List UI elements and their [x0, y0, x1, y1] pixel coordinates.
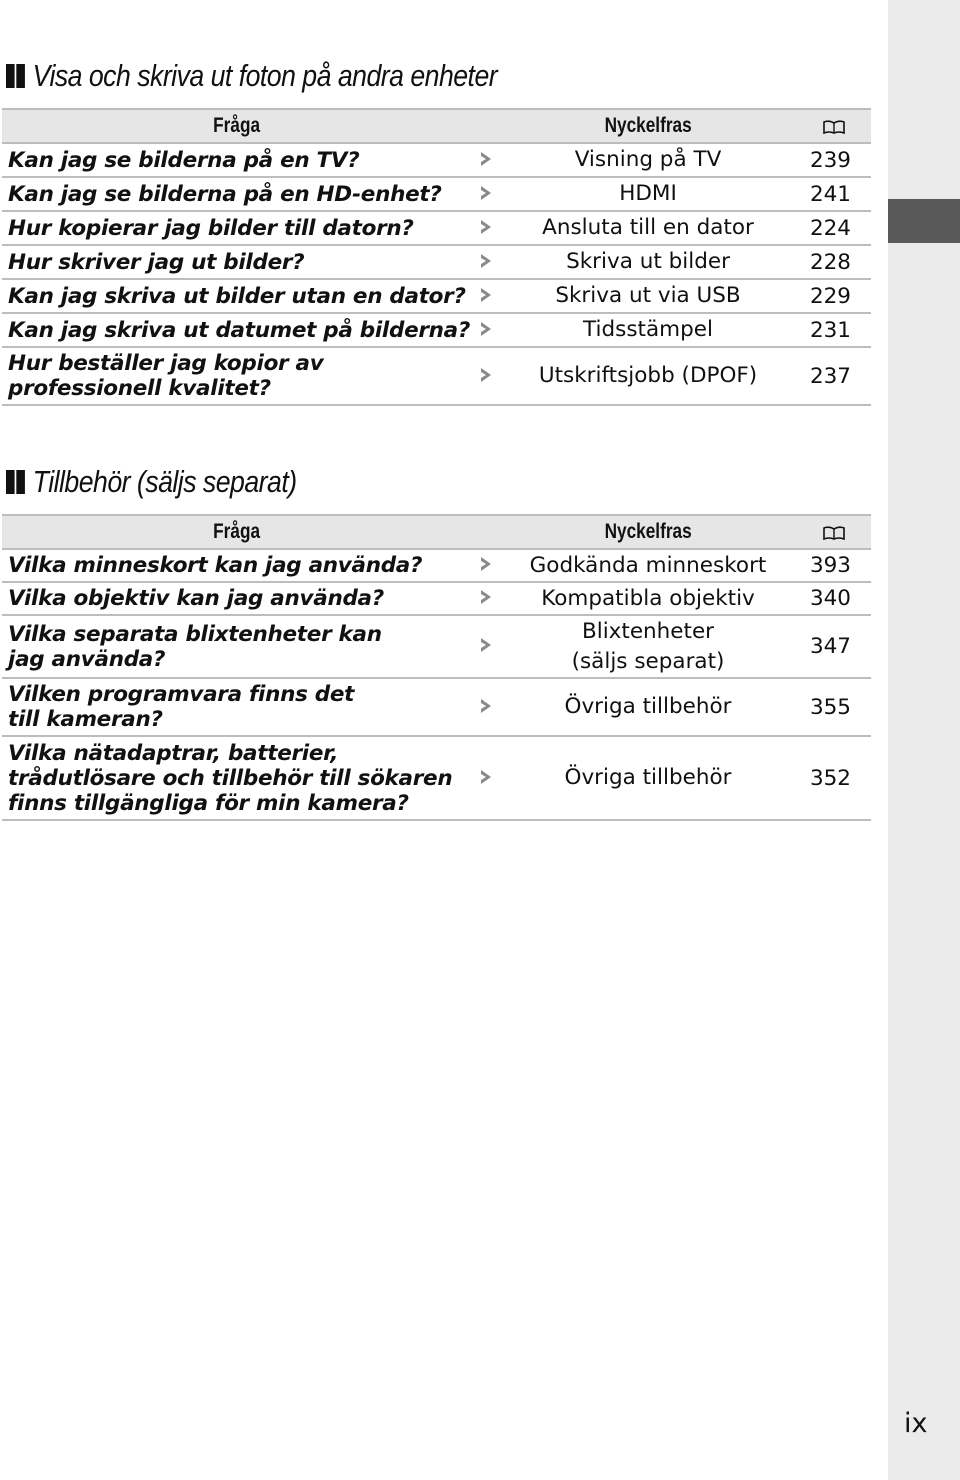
faq-table-view-print — [2, 108, 871, 406]
question-cell: Vilka objektiv kan jag använda? — [8, 586, 384, 611]
page-cell: 340 — [809, 586, 851, 611]
question-cell: Vilka nätadaptrar, batterier, trådutlösare och tillbehör till sökaren finns tillgängliga för min kamera? — [8, 740, 453, 816]
arrow-icon — [472, 582, 500, 615]
question-cell: Vilka separata blixtenheter kan jag använda? — [8, 621, 382, 672]
keyphrase-cell: HDMI — [619, 181, 677, 206]
page-number: ix — [904, 1408, 928, 1439]
section-bullet-icon — [6, 470, 25, 494]
table-row — [2, 143, 871, 177]
page-cell: 224 — [809, 215, 851, 241]
table-row — [2, 211, 871, 245]
arrow-icon — [472, 615, 500, 678]
question-cell: Vilka minneskort kan jag använda? — [8, 553, 423, 578]
page-cell: 237 — [809, 363, 851, 389]
table-row — [2, 347, 871, 405]
table-header-row — [2, 515, 871, 549]
keyphrase-cell: Skriva ut via USB — [555, 283, 741, 308]
page-cell: 241 — [809, 181, 851, 207]
page-cell: 352 — [809, 765, 851, 791]
arrow-icon — [472, 211, 500, 245]
section-title-view-print — [6, 56, 497, 96]
table-row — [2, 313, 871, 347]
question-cell: Kan jag se bilderna på en TV? — [8, 147, 360, 173]
page-cell: 231 — [809, 317, 851, 343]
section-title-text: Tillbehör (säljs separat) — [32, 464, 297, 499]
keyphrase-cell: Övriga tillbehör — [564, 765, 732, 790]
column-header-page — [796, 109, 871, 143]
column-header-spacer — [472, 515, 500, 549]
column-header-page — [796, 515, 871, 549]
table-row — [2, 549, 871, 582]
table-row — [2, 615, 871, 678]
page-cell: 229 — [809, 283, 851, 309]
table-row — [2, 245, 871, 279]
keyphrase-cell: Visning på TV — [574, 147, 722, 172]
keyphrase-cell: Kompatibla objektiv — [541, 585, 755, 611]
keyphrase-cell: Skriva ut bilder — [566, 249, 730, 274]
keyphrase-cell: Godkända minneskort — [529, 552, 767, 578]
arrow-icon — [472, 143, 500, 177]
faq-table-accessories — [2, 514, 871, 821]
page-cell: 355 — [809, 694, 851, 720]
column-header-question: Fråga — [213, 114, 261, 137]
table-header-row — [2, 109, 871, 143]
arrow-icon — [472, 279, 500, 313]
keyphrase-cell: Utskriftsjobb (DPOF) — [538, 363, 758, 388]
arrow-icon — [472, 245, 500, 279]
page-cell: 239 — [809, 147, 851, 173]
arrow-icon — [472, 347, 500, 405]
table-row — [2, 736, 871, 820]
question-cell: Hur beställer jag kopior av professionell kvalitet? — [8, 351, 324, 401]
page-cell: 347 — [809, 634, 851, 659]
column-header-question: Fråga — [213, 520, 261, 543]
page-cell: 228 — [809, 249, 851, 275]
column-header-keyphrase: Nyckelfras — [604, 520, 692, 543]
column-header-spacer — [472, 109, 500, 143]
section-bullet-icon — [6, 64, 25, 88]
table-row — [2, 177, 871, 211]
page-cell: 393 — [809, 553, 851, 578]
question-cell: Kan jag skriva ut datumet på bilderna? — [8, 317, 471, 343]
question-cell: Hur skriver jag ut bilder? — [8, 249, 305, 275]
chapter-tab-marker — [888, 199, 960, 243]
keyphrase-cell: Blixtenheter (säljs separat) — [571, 618, 725, 674]
arrow-icon — [472, 678, 500, 736]
table-row — [2, 678, 871, 736]
question-cell: Kan jag skriva ut bilder utan en dator? — [8, 283, 466, 309]
keyphrase-cell: Tidsstämpel — [583, 317, 713, 342]
section-title-text: Visa och skriva ut foton på andra enheter — [32, 58, 498, 93]
keyphrase-cell: Övriga tillbehör — [564, 694, 732, 719]
column-header-keyphrase: Nyckelfras — [604, 114, 692, 137]
section-title-accessories — [6, 462, 297, 502]
question-cell: Kan jag se bilderna på en HD-enhet? — [8, 181, 442, 207]
book-icon — [823, 120, 845, 134]
book-icon — [823, 526, 845, 540]
arrow-icon — [472, 177, 500, 211]
arrow-icon — [472, 736, 500, 820]
table-row — [2, 279, 871, 313]
keyphrase-cell: Ansluta till en dator — [542, 215, 754, 240]
arrow-icon — [472, 549, 500, 582]
question-cell: Vilken programvara finns det till kameran? — [8, 682, 355, 732]
table-row — [2, 582, 871, 615]
arrow-icon — [472, 313, 500, 347]
question-cell: Hur kopierar jag bilder till datorn? — [8, 215, 414, 241]
